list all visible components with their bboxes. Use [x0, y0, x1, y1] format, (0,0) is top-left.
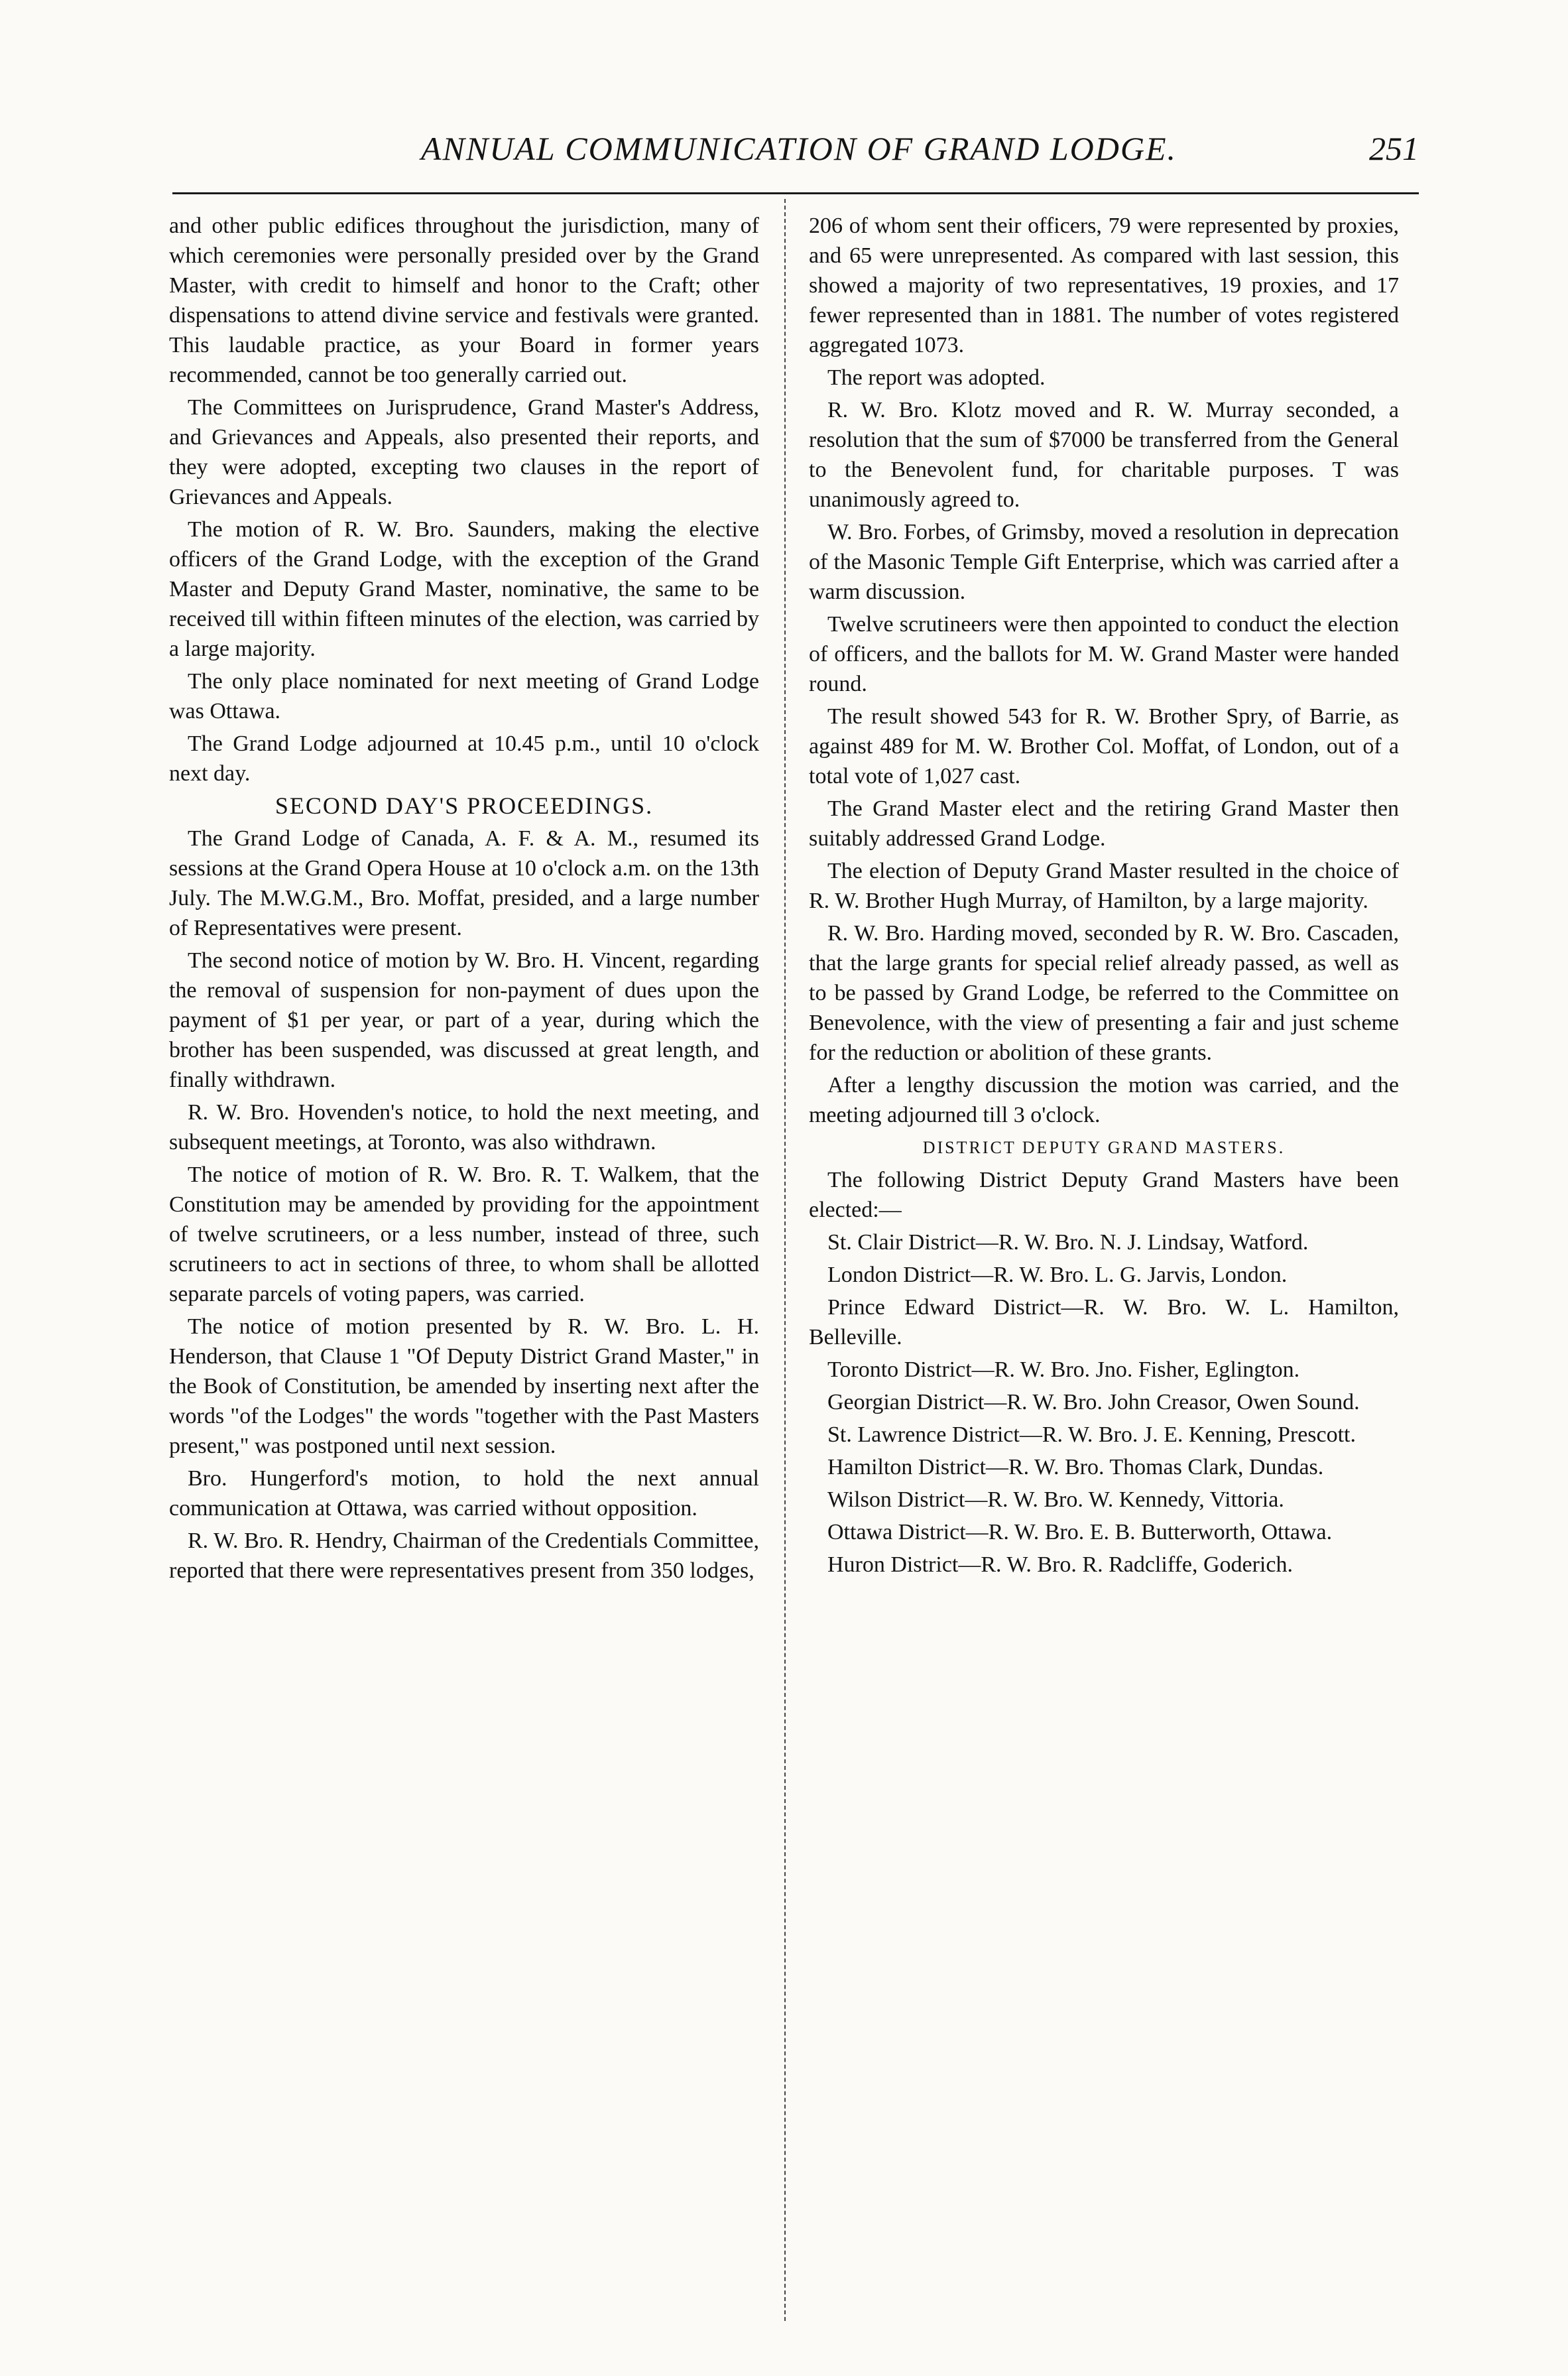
paragraph: R. W. Bro. Klotz moved and R. W. Murray seconded, a resolution that the sum of $7000 be transferred from the General to the Benevolent fund, for charitable purposes. T was unanimously agreed to. — [809, 398, 1399, 512]
subsection-heading: DISTRICT DEPUTY GRAND MASTERS. — [922, 1138, 1286, 1157]
paragraph: Twelve scrutineers were then appointed to conduct the election of officers, and the ballots for M. W. Grand Master were handed round. — [809, 612, 1399, 696]
paragraph: St. Lawrence District—R. W. Bro. J. E. Kenning, Prescott. — [827, 1422, 1357, 1447]
paragraph: The Grand Master elect and the retiring Grand Master then suitably addressed Grand Lodge. — [809, 796, 1399, 851]
paragraph: W. Bro. Forbes, of Grimsby, moved a resolution in deprecation of the Masonic Temple Gift Enterprise, which was carried after a warm discussion. — [809, 520, 1399, 604]
paragraph: The Grand Lodge adjourned at 10.45 p.m., until 10 o'clock next day. — [169, 731, 759, 786]
paragraph: The motion of R. W. Bro. Saunders, making the elective officers of the Grand Lodge, with the exception of the Grand Master and Deputy Grand Master, nominative, the same to be received till within fifteen minutes of the election, was carried by a large majority. — [169, 517, 759, 661]
paragraph: Hamilton District—R. W. Bro. Thomas Clark, Dundas. — [827, 1455, 1324, 1479]
paragraph: Huron District—R. W. Bro. R. Radcliffe, Goderich. — [827, 1552, 1293, 1577]
paragraph: St. Clair District—R. W. Bro. N. J. Lindsay, Watford. — [827, 1230, 1309, 1255]
paragraph: R. W. Bro. Hovenden's notice, to hold the next meeting, and subsequent meetings, at Toronto, was also withdrawn. — [169, 1100, 759, 1155]
paragraph: Ottawa District—R. W. Bro. E. B. Butterworth, Ottawa. — [827, 1520, 1333, 1544]
paragraph: The election of Deputy Grand Master resulted in the choice of R. W. Brother Hugh Murray, of Hamilton, by a large majority. — [809, 859, 1399, 913]
header-rule — [172, 192, 1419, 194]
paragraph: The report was adopted. — [827, 365, 1046, 390]
page-header — [179, 129, 1419, 176]
paragraph: The Committees on Jurisprudence, Grand Master's Address, and Grievances and Appeals, also presented their reports, and they were adopted, excepting two clauses in the report of Grievances and Appeals. — [169, 395, 759, 509]
column-divider — [784, 199, 786, 2321]
paragraph: Toronto District—R. W. Bro. Jno. Fisher, Eglington. — [827, 1357, 1300, 1382]
paragraph: The result showed 543 for R. W. Brother Spry, of Barrie, as against 489 for M. W. Brother Col. Moffat, of London, out of a total vote of 1,027 cast. — [809, 704, 1399, 788]
paragraph: Bro. Hungerford's motion, to hold the next annual communication at Ottawa, was carried without opposition. — [169, 1466, 759, 1521]
paragraph: The notice of motion of R. W. Bro. R. T. Walkem, that the Constitution may be amended by providing for the appointment of twelve scrutineers, or a less number, instead of three, such scrutineers to act in sections of three, to whom shall be allotted separate parcels of voting papers, was carried. — [169, 1162, 759, 1306]
right-column — [809, 211, 1399, 2320]
section-heading: SECOND DAY'S PROCEEDINGS. — [274, 792, 654, 819]
left-column — [169, 211, 759, 2320]
paragraph: London District—R. W. Bro. L. G. Jarvis, London. — [827, 1263, 1288, 1287]
paragraph: The following District Deputy Grand Masters have been elected:— — [809, 1168, 1399, 1222]
paragraph: The only place nominated for next meeting of Grand Lodge was Ottawa. — [169, 669, 759, 723]
paragraph: The second notice of motion by W. Bro. H. Vincent, regarding the removal of suspension for non-payment of dues upon the payment of $1 per year, or part of a year, during which the brother has been suspended, was discussed at great length, and finally withdrawn. — [169, 948, 759, 1092]
paragraph: After a lengthy discussion the motion was carried, and the meeting adjourned till 3 o'clock. — [809, 1073, 1399, 1127]
paragraph: Prince Edward District—R. W. Bro. W. L. Hamilton, Belleville. — [809, 1295, 1399, 1349]
page-number: 251 — [1369, 130, 1419, 167]
paragraph: The Grand Lodge of Canada, A. F. & A. M., resumed its sessions at the Grand Opera House at 10 o'clock a.m. on the 13th July. The M.W.G.M., Bro. Moffat, presided, and a large number of Representatives were present. — [169, 826, 759, 940]
continued-paragraph: and other public edifices throughout the jurisdiction, many of which ceremonies were personally presided over by the Grand Master, with credit to himself and honor to the Craft; other dispensations to attend divine service and festivals were granted. This laudable practice, as your Board in former years recommended, cannot be too generally carried out. — [169, 214, 759, 387]
paragraph: Georgian District—R. W. Bro. John Creasor, Owen Sound. — [827, 1390, 1360, 1414]
paragraph: R. W. Bro. Harding moved, seconded by R. W. Bro. Cascaden, that the large grants for special relief already passed, as well as to be passed by Grand Lodge, be referred to the Committee on Benevolence, with the view of presenting a fair and just scheme for the reduction or abolition of these grants. — [809, 921, 1399, 1065]
running-title: ANNUAL COMMUNICATION OF GRAND LODGE. — [420, 130, 1177, 167]
continued-paragraph: 206 of whom sent their officers, 79 were represented by proxies, and 65 were unrepresented. As compared with last session, this showed a majority of two representatives, 19 proxies, and 17 fewer represented than in 1881. The number of votes registered aggregated 1073. — [809, 214, 1399, 357]
paragraph: R. W. Bro. R. Hendry, Chairman of the Credentials Committee, reported that there were representatives present from 350 lodges, — [169, 1529, 759, 1583]
paragraph: Wilson District—R. W. Bro. W. Kennedy, Vittoria. — [827, 1487, 1284, 1512]
paragraph: The notice of motion presented by R. W. Bro. L. H. Henderson, that Clause 1 "Of Deputy District Grand Master," in the Book of Constitution, be amended by inserting next after the words "of the Lodges" the words "together with the Past Masters present," was postponed until next session. — [169, 1314, 759, 1458]
